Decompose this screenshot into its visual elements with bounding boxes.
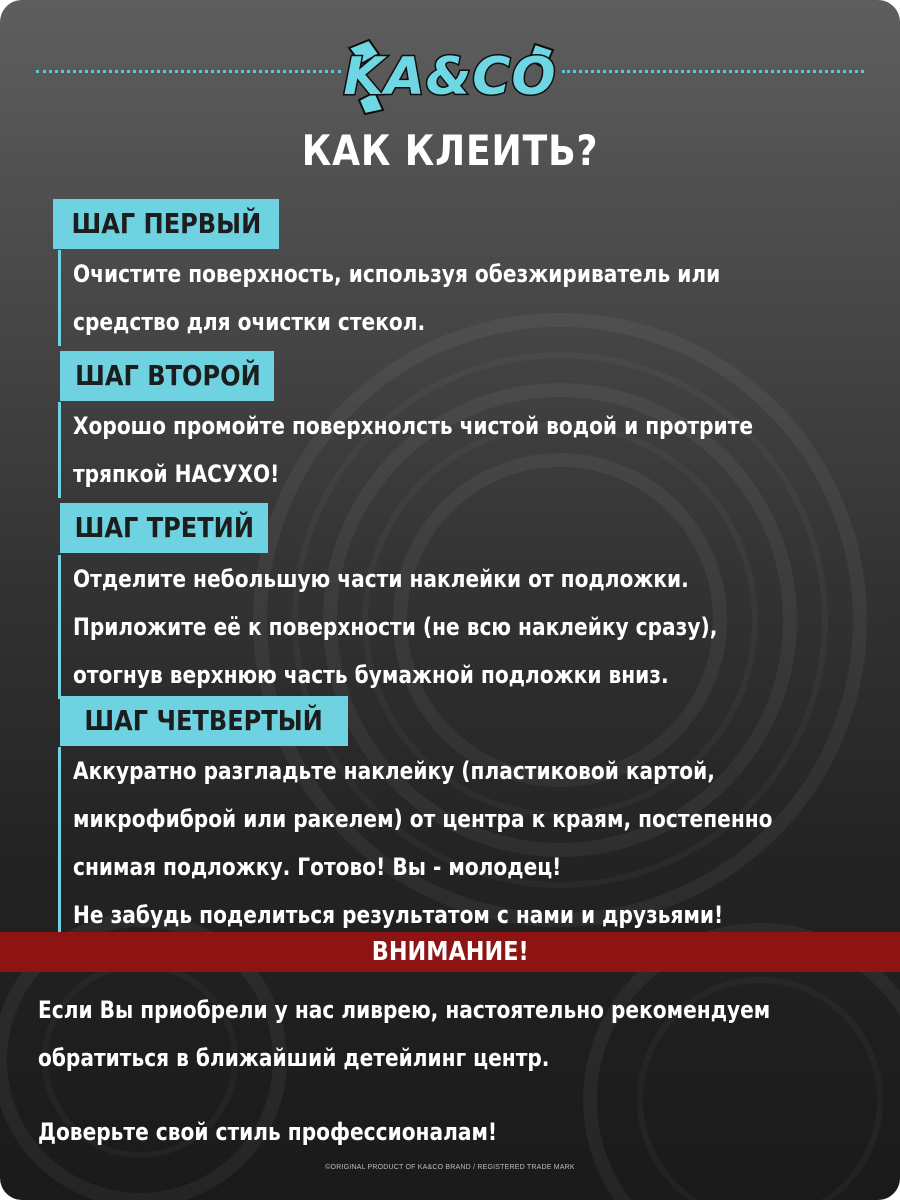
step-3-line: отогнув верхнюю часть бумажной подложки вниз. <box>73 661 669 689</box>
step-3-badge <box>60 503 268 553</box>
right-dotted-divider <box>562 70 864 73</box>
step-1-label: ШАГ ПЕРВЫЙ <box>71 207 261 240</box>
step-4-text <box>58 747 900 939</box>
left-dotted-divider <box>36 70 341 73</box>
step-2-badge <box>60 351 274 401</box>
step-2-line: Хорошо промойте поверхнолсть чистой водой и протрите <box>73 412 754 440</box>
step-1-line: Очистите поверхность, используя обезжириватель или <box>73 260 721 288</box>
step-4-badge <box>60 696 348 746</box>
page-title: КАК КЛЕИТЬ? <box>301 126 599 175</box>
closing-line: Доверьте свой стиль профессионалам! <box>38 1118 498 1146</box>
step-4-line: Не забудь поделиться результатом с нами и друзьями! <box>73 901 724 929</box>
step-2-line: тряпкой НАСУХО! <box>73 460 280 488</box>
step-4-line: снимая подложку. Готово! Вы - молодец! <box>73 853 562 881</box>
logo-text: KA&CO <box>343 47 557 107</box>
recommendation-line: Если Вы приобрели у нас ливрею, настоятельно рекомендуем <box>38 996 771 1024</box>
attention-banner <box>0 932 900 972</box>
brand-logo <box>339 34 561 118</box>
step-1-badge <box>53 199 279 249</box>
header <box>0 30 900 120</box>
step-1-text <box>58 250 844 346</box>
livery-recommendation <box>38 986 900 1082</box>
recommendation-line: обратиться в ближайший детейлинг центр. <box>38 1044 550 1072</box>
trademark-footer: ©ORIGINAL PRODUCT OF KA&CO BRAND / REGISTERED TRADE MARK <box>325 1164 575 1171</box>
step-4-label: ШАГ ЧЕТВЕРТЫЙ <box>84 704 324 737</box>
step-2-text <box>58 402 883 498</box>
attention-heading: ВНИМАНИЕ! <box>371 937 529 967</box>
step-1-line: средство для очистки стекол. <box>73 308 426 336</box>
step-3-text <box>58 555 840 699</box>
step-2-label: ШАГ ВТОРОЙ <box>75 359 261 392</box>
step-3-line: Приложите её к поверхности (не всю наклейку сразу), <box>73 613 718 641</box>
step-3-line: Отделите небольшую части наклейки от подложки. <box>73 565 689 593</box>
closing-statement <box>38 1108 585 1156</box>
step-4-line: Аккуратно разгладьте наклейку (пластиковой картой, <box>73 757 715 785</box>
step-4-line: микрофиброй или ракелем) от центра к краям, постепенно <box>73 805 773 833</box>
step-3-label: ШАГ ТРЕТИЙ <box>74 511 254 544</box>
